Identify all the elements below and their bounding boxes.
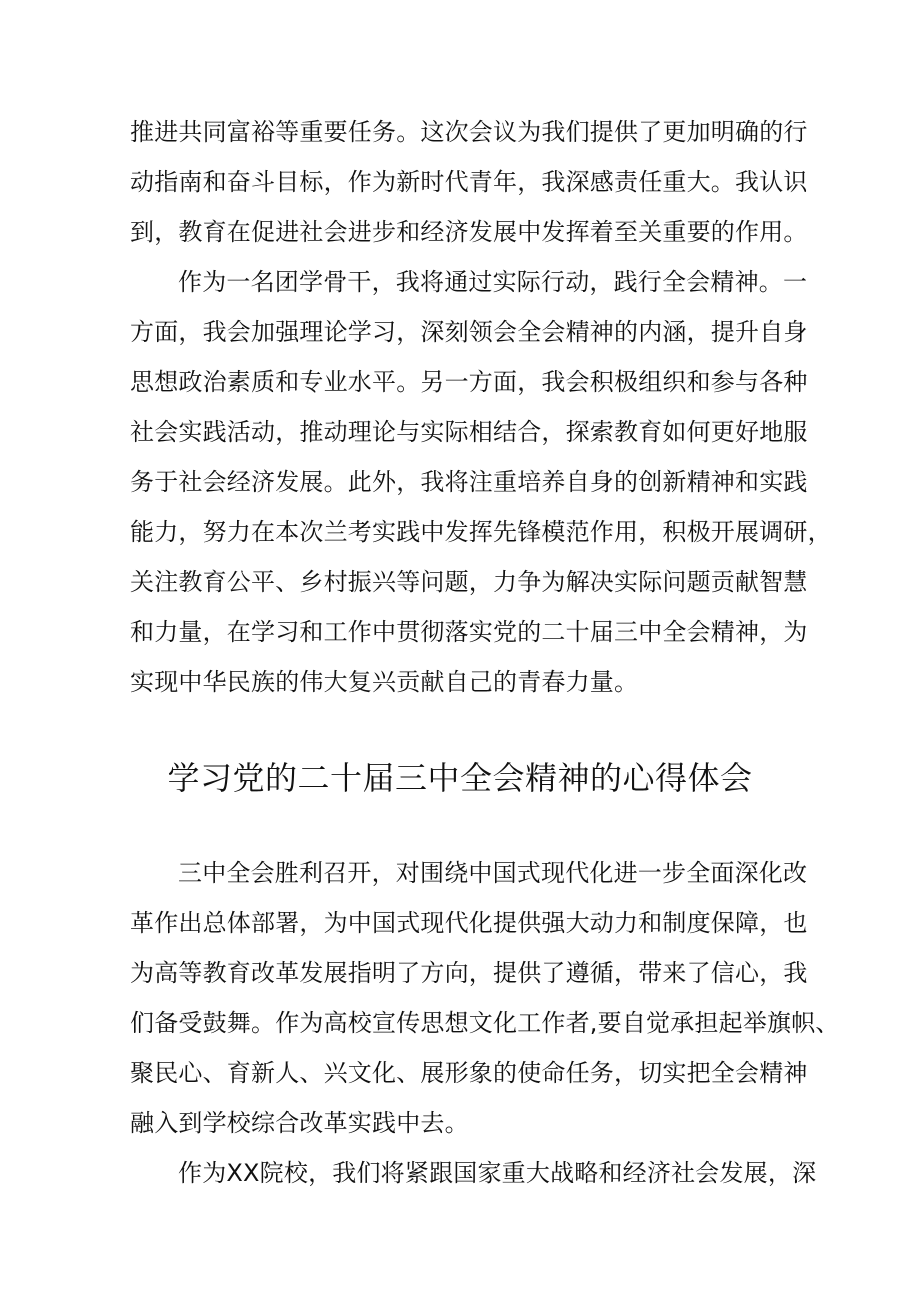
- paragraph-first-line: 三中全会胜利召开，对围绕中国式现代化进一步全面深化改: [178, 859, 808, 887]
- text-line: 到，教育在促进社会进步和经济发展中发挥着至关重要的作用。: [130, 218, 808, 246]
- paragraph-first-line: 作为XX院校，我们将紧跟国家重大战略和经济社会发展，深: [178, 1159, 817, 1187]
- text-line: 革作出总体部署，为中国式现代化提供强大动力和制度保障，也: [130, 909, 808, 937]
- text-line: 社会实践活动，推动理论与实际相结合，探索教育如何更好地服: [130, 418, 808, 446]
- text-line: 动指南和奋斗目标，作为新时代青年，我深感责任重大。我认识: [130, 168, 808, 196]
- paragraph-first-line: 作为一名团学骨干，我将通过实际行动，践行全会精神。一: [178, 268, 808, 296]
- text-line: 为高等教育改革发展指明了方向，提供了遵循，带来了信心，我: [130, 959, 808, 987]
- text-line: 实现中华民族的伟大复兴贡献自己的青春力量。: [130, 668, 639, 696]
- section-title: 学习党的二十届三中全会精神的心得体会: [167, 759, 753, 797]
- text-line: 能力，努力在本次兰考实践中发挥先锋模范作用，积极开展调研，: [130, 518, 832, 546]
- text-line: 关注教育公平、乡村振兴等问题，力争为解决实际问题贡献智慧: [130, 568, 808, 596]
- text-line: 们备受鼓舞。作为高校宣传思想文化工作者,要自觉承担起举旗帜、: [130, 1009, 840, 1037]
- text-line: 推进共同富裕等重要任务。这次会议为我们提供了更加明确的行: [130, 118, 808, 146]
- text-line: 务于社会经济发展。此外，我将注重培养自身的创新精神和实践: [130, 468, 808, 496]
- text-line: 融入到学校综合改革实践中去。: [130, 1109, 469, 1137]
- text-line: 方面，我会加强理论学习，深刻领会全会精神的内涵，提升自身: [130, 318, 808, 346]
- text-line: 聚民心、育新人、兴文化、展形象的使命任务，切实把全会精神: [130, 1059, 808, 1087]
- text-line: 和力量，在学习和工作中贯彻落实党的二十届三中全会精神，为: [130, 618, 808, 646]
- text-line: 思想政治素质和专业水平。另一方面，我会积极组织和参与各种: [130, 368, 808, 396]
